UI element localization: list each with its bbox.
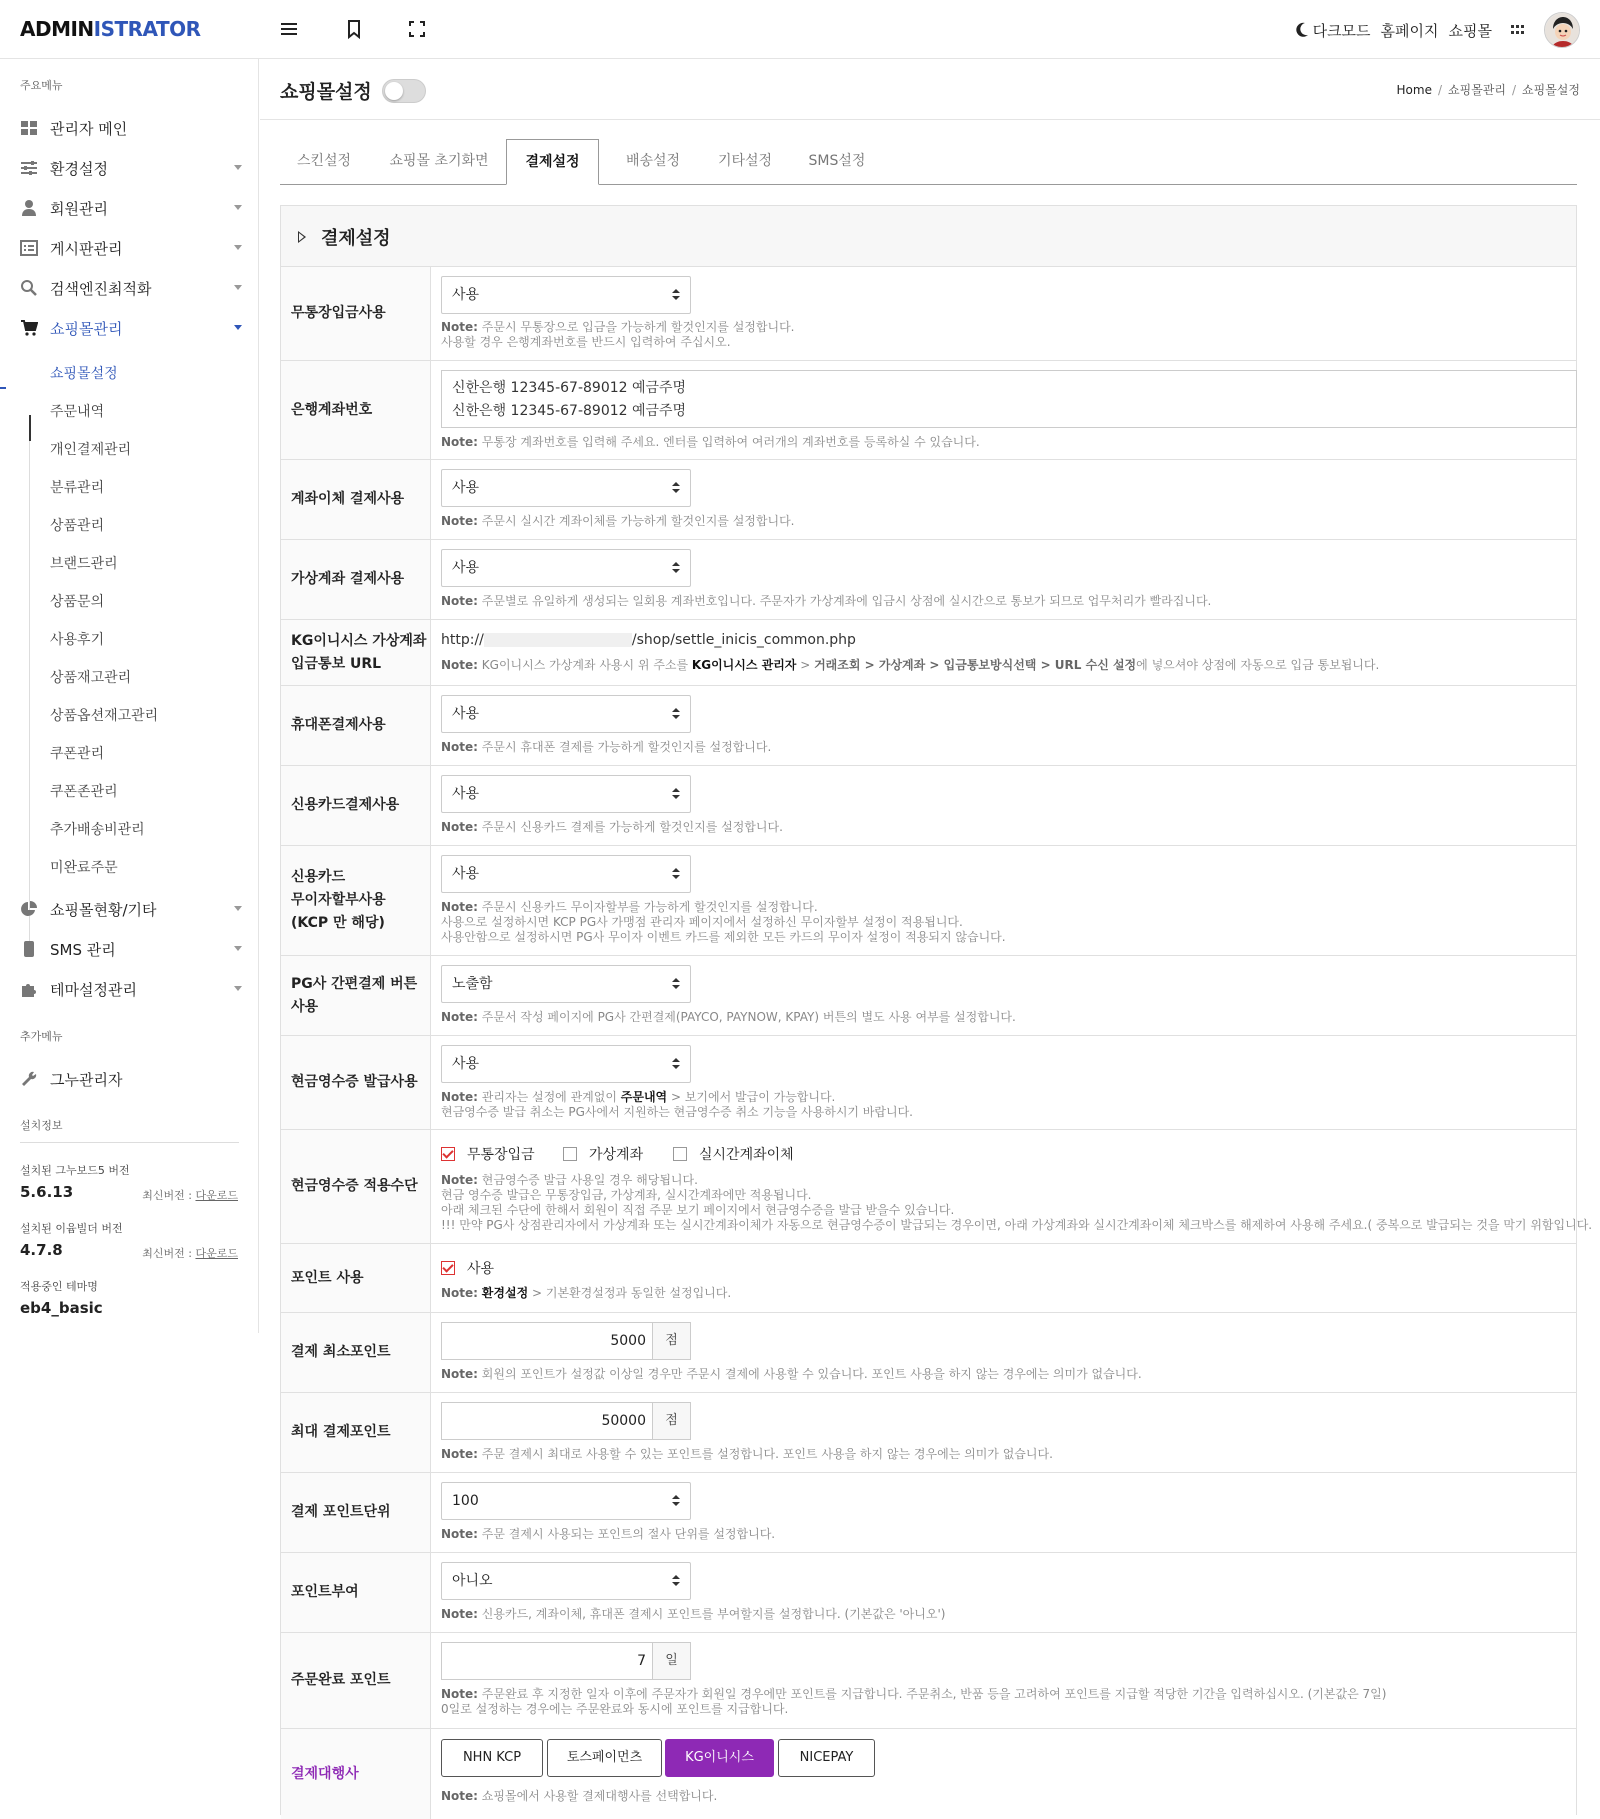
- note: 0일로 설정하는 경우에는 주문완료와 동시에 포인트를 지급합니다.: [441, 1702, 789, 1716]
- select-arrows-icon: [672, 868, 680, 880]
- row-transfer: [281, 460, 1576, 540]
- row-point-use: [281, 1244, 1576, 1313]
- panel-header[interactable]: [281, 206, 1576, 267]
- row-inicis-url: [281, 620, 1576, 686]
- row-label: KG이니시스 가상계좌 입금통보 URL: [281, 620, 431, 685]
- gnu-latest: 최신버전 : 다운로드: [142, 1189, 238, 1202]
- note: !!! 만약 PG사 상점관리자에서 가상계좌 또는 실시간계좌이체가 자동으로 현금영수증이 발급되는 경우이면, 아래 가상계좌와 실시간계좌이체 체크박스를 해제하여 사용해 주세요.( 중복으로 발급되는 것을 막기 위함입니다.: [441, 1218, 1593, 1232]
- sidebar-item-seo[interactable]: [20, 274, 242, 302]
- point-unit-select[interactable]: 100: [441, 1482, 691, 1520]
- row-max-point: [281, 1393, 1576, 1473]
- row-label: 포인트부여: [281, 1553, 431, 1632]
- download-link[interactable]: 다운로드: [195, 1247, 238, 1260]
- bookmark-icon[interactable]: [343, 18, 365, 40]
- row-label: 무통장입금사용: [281, 267, 431, 360]
- chevron-down-icon: [234, 285, 242, 290]
- note: Note: 주문시 신용카드 무이자할부를 가능하게 할것인지를 설정합니다.: [441, 900, 818, 914]
- tab-etc[interactable]: 기타설정: [717, 153, 773, 169]
- note: 사용으로 설정하시면 KCP PG사 가맹점 관리자 페이지에서 설정하신 무이자할부 설정이 적용됩니다.: [441, 915, 963, 929]
- chevron-down-icon: [234, 245, 242, 250]
- row-label: 신용카드결제사용: [281, 766, 431, 845]
- mobile-icon: [20, 940, 38, 958]
- deposit-checkbox[interactable]: 무통장입금: [441, 1144, 535, 1164]
- fullscreen-icon[interactable]: [406, 18, 428, 40]
- max-point-input[interactable]: 50000 점: [441, 1402, 691, 1440]
- checkbox-icon: [563, 1147, 577, 1161]
- page-header: [260, 59, 1600, 120]
- avatar-face-icon: [1545, 13, 1580, 48]
- note: Note: 주문 결제시 사용되는 포인트의 절사 단위를 설정합니다.: [441, 1527, 776, 1541]
- row-label: 최대 결제포인트: [281, 1393, 431, 1472]
- sidebar-item-boards[interactable]: [20, 234, 242, 262]
- row-cash-receipt: [281, 1036, 1576, 1130]
- row-mobile-payment: [281, 686, 1576, 766]
- row-label: 결제 포인트단위: [281, 1473, 431, 1552]
- note: Note: 주문시 휴대폰 결제를 가능하게 할것인지를 설정합니다.: [441, 740, 772, 754]
- logo[interactable]: ADMINISTRATOR: [20, 17, 201, 41]
- checkbox-checked-icon: [441, 1261, 455, 1275]
- tab-delivery[interactable]: 배송설정: [625, 153, 681, 169]
- sidebar-item-label: 회원관리: [50, 199, 108, 218]
- note: Note: KG이니시스 가상계좌 사용시 위 주소를 KG이니시스 관리자 > 거래조회 > 가상계좌 > 입금통보방식선택 > URL 수신 설정에 넣으셔야 상점에 자동으로 입금 통보됩니다.: [441, 658, 1380, 672]
- installment-select[interactable]: 사용: [441, 855, 691, 893]
- checkbox-checked-icon: [441, 1147, 455, 1161]
- note: Note: 주문시 무통장으로 입금을 가능하게 할것인지를 설정합니다.: [441, 320, 795, 334]
- sidebar-item-settings[interactable]: [20, 154, 242, 182]
- note: Note: 쇼핑몰에서 사용할 결제대행사를 선택합니다.: [441, 1789, 718, 1803]
- puzzle-icon: [20, 980, 38, 998]
- note: 사용안함으로 설정하시면 PG사 무이자 이벤트 카드를 제외한 모든 카드의 무이자 설정이 적용되지 않습니다.: [441, 930, 1006, 944]
- panel-title: 결제설정: [321, 228, 391, 249]
- gnu-version-label: 설치된 그누보드5 버전: [20, 1164, 130, 1177]
- select-arrows-icon: [672, 562, 680, 574]
- order-complete-days-input[interactable]: 7 일: [441, 1642, 691, 1680]
- virtual-account-checkbox[interactable]: 가상계좌: [563, 1144, 643, 1164]
- submenu-item[interactable]: 분류관리: [50, 480, 105, 496]
- row-point-grant: [281, 1553, 1576, 1633]
- inicis-notify-url: http:// /shop/settle_inicis_common.php: [441, 632, 856, 648]
- note: Note: 무통장 계좌번호를 입력해 주세요. 엔터를 입력하여 여러개의 계좌번호를 등록하실 수 있습니다.: [441, 435, 980, 449]
- sidebar-item-label: 환경설정: [50, 159, 108, 178]
- toggle-knob: [385, 82, 403, 100]
- checkbox-icon: [673, 1147, 687, 1161]
- sidebar-item-label: 쇼핑몰현황/기타: [50, 900, 157, 919]
- breadcrumb: Home / 쇼핑몰관리 / 쇼핑몰설정: [1396, 83, 1580, 97]
- page-title: 쇼핑몰설정: [280, 81, 372, 103]
- row-min-point: [281, 1313, 1576, 1393]
- row-bank-deposit: [281, 267, 1576, 361]
- submenu-item[interactable]: 상품문의: [50, 594, 105, 610]
- sidebar-item-theme[interactable]: [20, 975, 242, 1003]
- row-point-unit: [281, 1473, 1576, 1553]
- pg-toss-button[interactable]: 토스페이먼츠: [547, 1739, 662, 1777]
- chevron-down-icon: [234, 986, 242, 991]
- note: Note: 회원의 포인트가 설정값 이상일 경우만 주문시 결제에 사용할 수 있습니다. 포인트 사용을 하지 않는 경우에는 의미가 없습니다.: [441, 1367, 1142, 1381]
- note: 현금 영수증 발급은 무통장입금, 가상계좌, 실시간계좌에만 적용됩니다.: [441, 1188, 812, 1202]
- note: 현금영수증 발급 취소는 PG사에서 지원하는 현금영수증 취소 기능을 사용하시기 바랍니다.: [441, 1105, 913, 1119]
- sidebar-item-label: 그누관리자: [50, 1070, 123, 1089]
- chevron-down-icon: [234, 906, 242, 911]
- note: Note: 주문 결제시 최대로 사용할 수 있는 포인트를 설정합니다. 포인트 사용을 하지 않는 경우에는 의미가 없습니다.: [441, 1447, 1053, 1461]
- point-grant-select[interactable]: 아니오: [441, 1562, 691, 1600]
- select-arrows-icon: [672, 1495, 680, 1507]
- submenu-item[interactable]: 상품옵션재고관리: [50, 708, 159, 724]
- pg-nicepay-button[interactable]: NICEPAY: [778, 1739, 875, 1777]
- mobile-payment-select[interactable]: 사용: [441, 695, 691, 733]
- row-cash-receipt-methods: [281, 1130, 1593, 1244]
- bank-deposit-select[interactable]: 사용: [441, 276, 691, 314]
- sidebar-item-shop-status[interactable]: [20, 895, 242, 923]
- breadcrumb-item: 쇼핑몰설정: [1522, 83, 1580, 97]
- apps-grid-icon[interactable]: [1510, 22, 1526, 38]
- hamburger-menu-icon[interactable]: [278, 18, 300, 40]
- breadcrumb-item[interactable]: 쇼핑몰관리: [1448, 83, 1506, 97]
- sidebar-item-label: 게시판관리: [50, 239, 123, 258]
- note: Note: 주문시 신용카드 결제를 가능하게 할것인지를 설정합니다.: [441, 820, 783, 834]
- sidebar-item-members[interactable]: [20, 194, 242, 222]
- submenu-item[interactable]: 상품관리: [50, 518, 105, 534]
- user-icon: [20, 199, 38, 217]
- sidebar-item-admin-main[interactable]: [20, 114, 242, 142]
- active-indicator: [0, 387, 6, 389]
- theme-name-label: 적용중인 테마명: [20, 1280, 98, 1293]
- submenu-item[interactable]: 추가배송비관리: [50, 822, 145, 838]
- submenu-item[interactable]: 쿠폰존관리: [50, 784, 118, 800]
- builder-latest: 최신버전 : 다운로드: [142, 1247, 238, 1260]
- builder-version-value: 4.7.8: [20, 1241, 63, 1259]
- submenu-item[interactable]: 주문내역: [50, 404, 105, 420]
- tab-sms[interactable]: SMS설정: [808, 153, 866, 169]
- submenu-guide-line: [29, 415, 30, 947]
- submenu-item[interactable]: 쿠폰관리: [50, 746, 105, 762]
- chevron-down-icon: [234, 946, 242, 951]
- note: Note: 주문완료 후 지정한 일자 이후에 주문자가 회원일 경우에만 포인트를 지급합니다. 주문취소, 반품 등을 고려하여 포인트를 지급할 적당한 기간을 입력하십시오. (기본값은 7일): [441, 1687, 1387, 1701]
- moon-icon[interactable]: [1295, 22, 1309, 38]
- tab-shop-main[interactable]: 쇼핑몰 초기화면: [389, 153, 489, 169]
- note: Note: 현금영수증 발급 사용일 경우 해당됩니다.: [441, 1173, 698, 1187]
- row-easy-pay: [281, 956, 1576, 1036]
- tab-payment[interactable]: 결제설정: [506, 139, 599, 185]
- row-label: 결제대행사: [281, 1729, 431, 1819]
- tab-skin[interactable]: 스킨설정: [296, 153, 352, 169]
- top-bar: [0, 0, 1600, 59]
- main-menu-label: 주요메뉴: [20, 79, 63, 92]
- pg-nhn-kcp-button[interactable]: NHN KCP: [441, 1739, 543, 1777]
- row-label: 계좌이체 결제사용: [281, 460, 431, 539]
- row-installment: [281, 846, 1576, 956]
- cash-receipt-select[interactable]: 사용: [441, 1045, 691, 1083]
- download-link[interactable]: 다운로드: [195, 1189, 238, 1202]
- pie-chart-icon: [20, 900, 38, 918]
- row-order-complete-point: [281, 1633, 1576, 1729]
- caret-right-icon: [298, 231, 306, 243]
- select-arrows-icon: [672, 978, 680, 990]
- chevron-down-icon: [234, 165, 242, 170]
- sidebar-item-sms[interactable]: [20, 935, 242, 963]
- chevron-down-icon: [234, 325, 242, 330]
- sidebar-item-label: 검색엔진최적화: [50, 279, 152, 298]
- row-label: 현금영수증 적용수단: [281, 1130, 431, 1243]
- select-arrows-icon: [672, 788, 680, 800]
- note: Note: 신용카드, 계좌이체, 휴대폰 결제시 포인트를 부여할지를 설정합니다. (기본값은 '아니오'): [441, 1607, 946, 1621]
- shop-link[interactable]: 쇼핑몰: [1448, 21, 1492, 40]
- breadcrumb-home[interactable]: Home: [1396, 83, 1432, 97]
- pg-kg-inicis-button[interactable]: KG이니시스: [665, 1739, 774, 1777]
- page-toggle[interactable]: [382, 79, 426, 103]
- min-point-input[interactable]: 5000 점: [441, 1322, 691, 1360]
- row-card-payment: [281, 766, 1576, 846]
- top-right-links: [1295, 12, 1580, 48]
- sidebar-item-label: 테마설정관리: [50, 980, 137, 999]
- sidebar-item-shop[interactable]: [20, 314, 242, 342]
- submenu-item[interactable]: 브랜드관리: [50, 556, 118, 572]
- submenu-item[interactable]: 상품재고관리: [50, 670, 132, 686]
- row-label: PG사 간편결제 버튼 사용: [281, 956, 431, 1035]
- sidebar-item-gnu-admin[interactable]: [20, 1065, 242, 1093]
- sliders-icon: [20, 159, 38, 177]
- builder-version-label: 설치된 이윰빌더 버전: [20, 1222, 123, 1235]
- select-arrows-icon: [672, 708, 680, 720]
- transfer-select[interactable]: 사용: [441, 469, 691, 507]
- submenu-item[interactable]: 사용후기: [50, 632, 105, 648]
- avatar[interactable]: [1544, 12, 1580, 48]
- sidebar-item-label: 관리자 메인: [50, 119, 128, 138]
- note: Note: 주문별로 유일하게 생성되는 일회용 계좌번호입니다. 주문자가 가상계좌에 입금시 상점에 실시간으로 통보가 되므로 업무처리가 빨라집니다.: [441, 594, 1212, 608]
- homepage-link[interactable]: 홈페이지: [1380, 21, 1439, 40]
- sidebar-item-label: SMS 관리: [50, 940, 116, 959]
- extra-menu-label: 추가메뉴: [20, 1030, 63, 1043]
- row-label: 주문완료 포인트: [281, 1633, 431, 1728]
- point-use-checkbox[interactable]: 사용: [441, 1258, 494, 1278]
- darkmode-link[interactable]: 다크모드: [1312, 21, 1371, 40]
- divider: [20, 1142, 239, 1143]
- submenu-item[interactable]: 개인결제관리: [50, 442, 132, 458]
- settings-tabs: [280, 139, 1577, 185]
- select-arrows-icon: [672, 1575, 680, 1587]
- realtime-transfer-checkbox[interactable]: 실시간계좌이체: [673, 1144, 794, 1164]
- row-label: 휴대폰결제사용: [281, 686, 431, 765]
- row-label: 결제 최소포인트: [281, 1313, 431, 1392]
- row-label: 신용카드 무이자할부사용 (KCP 만 해당): [281, 846, 431, 955]
- submenu-item[interactable]: 미완료주문: [50, 860, 118, 876]
- note: Note: 환경설정 > 기본환경설정과 동일한 설정입니다.: [441, 1286, 732, 1300]
- row-pg-provider: [281, 1729, 1576, 1819]
- row-label: 현금영수증 발급사용: [281, 1036, 431, 1129]
- row-label: 은행계좌번호: [281, 361, 431, 459]
- select-arrows-icon: [672, 289, 680, 301]
- row-virtual-account: [281, 540, 1576, 620]
- note: 아래 체크된 수단에 한해서 회원이 직접 주문 보기 페이지에서 현금영수증을 발급 받을수 있습니다.: [441, 1203, 955, 1217]
- note: Note: 관리자는 설정에 관계없이 주문내역 > 보기에서 발급이 가능합니다.: [441, 1090, 836, 1104]
- note: Note: 주문시 실시간 계좌이체를 가능하게 할것인지를 설정합니다.: [441, 514, 795, 528]
- select-arrows-icon: [672, 482, 680, 494]
- note: Note: 주문서 작성 페이지에 PG사 간편결제(PAYCO, PAYNOW, KPAY) 버튼의 별도 사용 여부를 설정합니다.: [441, 1010, 1016, 1024]
- easy-pay-select[interactable]: 노출함: [441, 965, 691, 1003]
- chevron-down-icon: [234, 205, 242, 210]
- note: 사용할 경우 은행계좌번호를 반드시 입력하여 주십시오.: [441, 335, 731, 349]
- search-icon: [20, 279, 38, 297]
- row-label: 가상계좌 결제사용: [281, 540, 431, 619]
- select-arrows-icon: [672, 1058, 680, 1070]
- theme-name-value: eb4_basic: [20, 1299, 103, 1317]
- bank-account-textarea[interactable]: 신한은행 12345-67-89012 예금주명 신한은행 12345-67-89012 예금주명: [441, 370, 1577, 428]
- cart-icon: [20, 319, 38, 337]
- wrench-icon: [20, 1070, 38, 1088]
- install-info-label: 설치정보: [20, 1119, 63, 1132]
- dashboard-icon: [20, 119, 38, 137]
- payment-settings-panel: [280, 205, 1593, 1815]
- card-payment-select[interactable]: 사용: [441, 775, 691, 813]
- list-icon: [20, 239, 38, 257]
- virtual-account-select[interactable]: 사용: [441, 549, 691, 587]
- sidebar-item-label: 쇼핑몰관리: [50, 319, 123, 338]
- gnu-version-value: 5.6.13: [20, 1183, 74, 1201]
- row-bank-account: [281, 361, 1576, 460]
- row-label: 포인트 사용: [281, 1244, 431, 1312]
- sidebar: [0, 59, 259, 1333]
- submenu-item[interactable]: 쇼핑몰설정: [50, 366, 118, 382]
